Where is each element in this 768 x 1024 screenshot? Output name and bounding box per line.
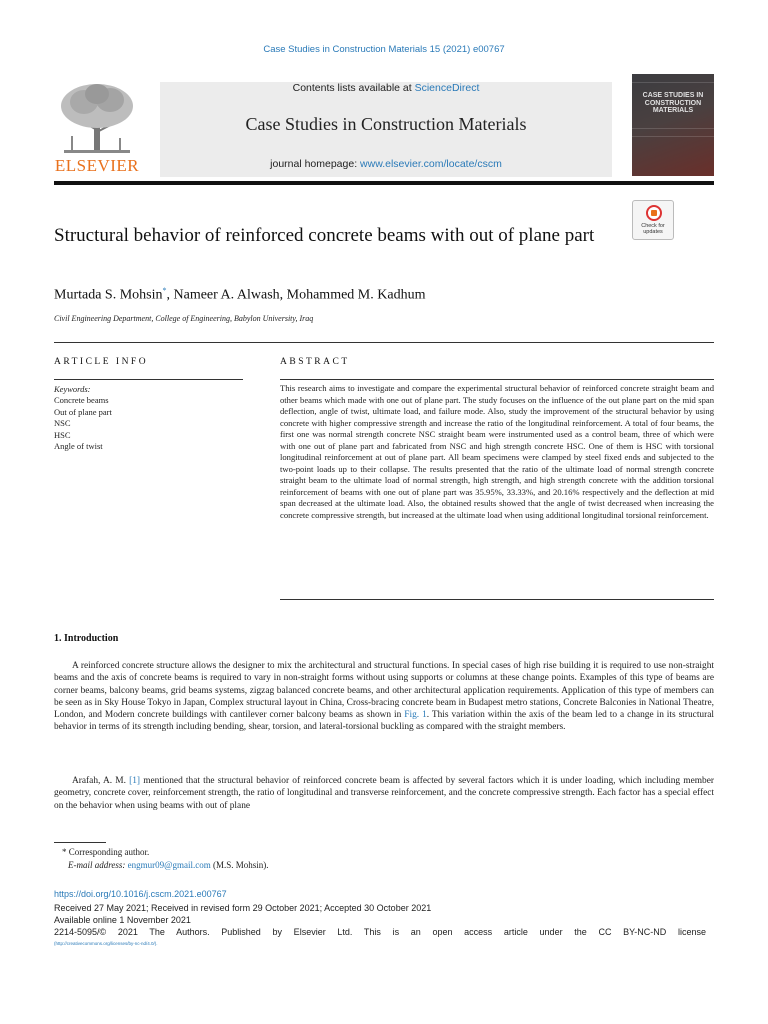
journal-banner <box>160 82 612 177</box>
journal-citation[interactable]: Case Studies in Construction Materials 15 (2021) e00767 <box>263 44 505 55</box>
contents-availability: Contents lists available at ScienceDirect <box>292 82 480 94</box>
elsevier-logo[interactable] <box>54 80 140 176</box>
affiliation: Civil Engineering Department, College of Engineering, Babylon University, Iraq <box>54 314 314 323</box>
keyword: Concrete beams <box>54 395 109 405</box>
abstract-text: This research aims to investigate and compare the experimental structural behavior of reinforced concrete straight beam and other beams which made with one out of plane part. The study focuses on the influence of the out plane part on the mid span deflection, angle of twist, ultimate load, and failure mode. Also, study the improvement of the structural behavior by using concrete with higher compressive strength and increase the ratio of the longitudinal reinforcement. A total of four beams, the first one was normal strength concrete NSC straight beam were instrumented used as a control beam, three of which were with one out of plane part and fabricated from NSC and high strength concrete HSC. One of them is HSC with torsional longitudinal reinforcement at out of plane part. All beam specimens were clamped by steel fixed ends and subjected to the two-point loads up to their collapse. The results presented that the ratio of the ultimate load of normal strength concrete straight beam to the ultimate load of normal strength, high strength, and high strength concrete with the addition torsional reinforcement of beams with one out of plane part was 35.95%, 33.33%, and 20.16% respectively and the deflection at mid span decreased at the ultimate load. Also, the obtained results showed that the angle of twist decreased when increasing the concrete compressive strength, but increased at the ultimate load when using additional longitudinal torsional reinforcement. <box>280 383 714 520</box>
paragraph: A reinforced concrete structure allows the designer to mix the architectural and structural functions. In special cases of high rise building it is required to use non-straight beams and the axis of concrete beams is required to vary in non-straight forms without using supports or columns at these change points. Examples of this type of beams are corner beams, balcony beams, grid beams systems, zigzag balanced concrete beams, and other architectural application requirements. Application of this type of members can be seen as in Sky House Tokyo in Japan, Complex structural layout in China, Cross-bracing concrete beam in Budapest metro stations, Concrete Balconies in National Theatre, London, and Modern concrete buildings with cantilever corner balcony beams as shown in Fig. 1. This variation within the axis of the beam led to a change in its structural behavior in terms of its strength including bending, shear, torsion, and lateral-torsional buckling as compared with the straight members. <box>54 661 715 733</box>
coauthor-names: , Nameer A. Alwash, Mohammed M. Kadhum <box>166 287 426 303</box>
license-url-link[interactable]: (http://creativecommons.org/licenses/by-nc-nd/4.0/). <box>54 941 158 946</box>
section-heading-introduction: 1. Introduction <box>54 633 119 644</box>
paragraph: Arafah, A. M. [1] mentioned that the structural behavior of reinforced concrete beam is affected by several factors which it is under loading, which including member geometry, concrete cover, reinforcement strength, the ratio of longitudinal and transverse reinforcement, and the concrete compressive strength. Each factor has a special effect on the behavior when using beams with out of plane <box>54 776 714 811</box>
abstract-bottom-rule <box>280 599 714 600</box>
keywords-label: Keywords: <box>54 384 91 394</box>
keywords-list <box>54 395 112 453</box>
crossmark-icon <box>646 205 662 221</box>
figure-link[interactable]: Fig. 1 <box>404 710 427 721</box>
section-divider <box>54 342 714 343</box>
license-statement: 2214-5095/© 2021 The Authors. Published by Elsevier Ltd. This is an open access article under the CC BY-NC-ND license <box>54 927 706 937</box>
elsevier-tree-icon <box>54 80 140 156</box>
received-dates: Received 27 May 2021; Received in revised form 29 October 2021; Accepted 30 October 2021 <box>54 903 432 913</box>
abstract-rule <box>280 379 714 380</box>
keyword: Angle of twist <box>54 441 103 452</box>
available-online-date: Available online 1 November 2021 <box>54 915 191 925</box>
journal-cover-image[interactable] <box>632 74 714 176</box>
article-title: Structural behavior of reinforced concrete beams with out of plane part <box>54 225 595 246</box>
corresponding-author-marker[interactable]: * <box>162 286 167 295</box>
corresponding-author-note: * Corresponding author. <box>62 847 150 857</box>
check-for-updates-badge[interactable] <box>632 200 674 240</box>
journal-homepage: journal homepage: www.elsevier.com/locate/cscm <box>270 158 502 170</box>
keyword: Out of plane part <box>54 406 112 417</box>
journal-title: Case Studies in Construction Materials <box>245 114 527 134</box>
email-note: E-mail address: engmur09@gmail.com (M.S. Mohsin). <box>68 860 269 870</box>
keyword: HSC <box>54 429 71 440</box>
journal-homepage-link[interactable]: www.elsevier.com/locate/cscm <box>360 158 502 170</box>
header-divider <box>54 181 714 185</box>
keyword: NSC <box>54 418 71 429</box>
check-for-updates-label: Check for updates <box>641 223 665 235</box>
abstract-heading: ABSTRACT <box>280 357 350 367</box>
email-link[interactable]: engmur09@gmail.com <box>127 860 211 870</box>
cover-title: CASE STUDIES IN CONSTRUCTION MATERIALS <box>642 92 704 114</box>
sciencedirect-link[interactable]: ScienceDirect <box>414 82 480 94</box>
article-info-heading: ARTICLE INFO <box>54 357 149 367</box>
author-name: Murtada S. Mohsin <box>54 287 163 303</box>
elsevier-wordmark: ELSEVIER <box>54 156 140 175</box>
author-list <box>54 286 425 304</box>
doi-link[interactable]: https://doi.org/10.1016/j.cscm.2021.e00767 <box>54 889 227 899</box>
article-info-rule <box>54 379 243 380</box>
reference-link[interactable]: [1] <box>129 776 141 786</box>
footnote-rule <box>54 842 106 843</box>
